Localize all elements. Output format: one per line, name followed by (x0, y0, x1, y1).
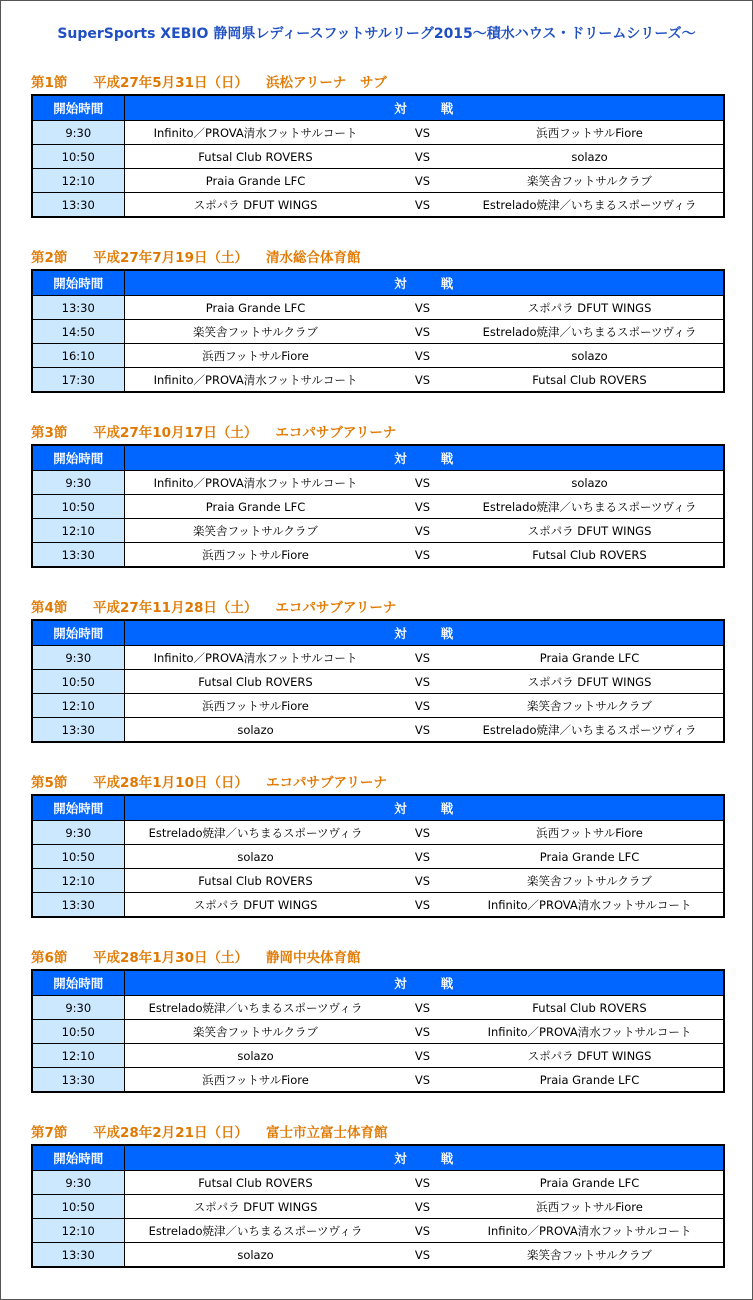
versus-label: VS (414, 547, 431, 562)
round-number: 第5節 (31, 775, 68, 791)
table-row (32, 646, 724, 670)
home-team: Futsal Club ROVERS (198, 873, 313, 888)
table-row (32, 1195, 724, 1219)
header-match (124, 95, 724, 121)
match-cell (124, 495, 724, 519)
kickoff-time: 14:50 (32, 320, 124, 344)
away-team: solazo (571, 475, 608, 490)
versus-label: VS (414, 523, 431, 538)
fixtures-table (31, 1144, 725, 1268)
match-line (125, 296, 724, 319)
away-team: Estrelado焼津／いちまるスポーツヴィラ (482, 324, 697, 339)
kickoff-time: 13:30 (32, 893, 124, 918)
home-team: Praia Grande LFC (205, 300, 306, 315)
home-team: 浜西フットサルFiore (202, 1072, 309, 1087)
table-row (32, 495, 724, 519)
versus-label: VS (414, 1223, 431, 1238)
home-team: solazo (237, 1247, 274, 1262)
away-team: 楽笑舎フットサルクラブ (527, 173, 652, 188)
away-team: 浜西フットサルFiore (536, 825, 643, 840)
match-cell (124, 845, 724, 869)
round-section (31, 949, 723, 1124)
kickoff-time: 10:50 (32, 845, 124, 869)
kickoff-time: 9:30 (32, 121, 124, 145)
match-line (125, 646, 724, 669)
away-team: スポパラ DFUT WINGS (527, 1048, 652, 1063)
away-team: スポパラ DFUT WINGS (527, 674, 652, 689)
versus-label: VS (414, 324, 431, 339)
match-line (125, 670, 724, 693)
round-heading (31, 774, 723, 794)
table-row (32, 1020, 724, 1044)
match-cell (124, 145, 724, 169)
table-row (32, 845, 724, 869)
home-team: Futsal Club ROVERS (198, 674, 313, 689)
header-match-char-2: 戦 (440, 276, 454, 291)
home-team: Estrelado焼津／いちまるスポーツヴィラ (148, 1000, 363, 1015)
header-match-char-2: 戦 (440, 1151, 454, 1166)
kickoff-time: 10:50 (32, 1195, 124, 1219)
away-team: Estrelado焼津／いちまるスポーツヴィラ (482, 197, 697, 212)
table-row (32, 368, 724, 393)
header-match-char-1: 対 (394, 451, 407, 466)
table-row (32, 471, 724, 495)
home-team: Praia Grande LFC (205, 499, 306, 514)
table-row (32, 121, 724, 145)
kickoff-time: 10:50 (32, 145, 124, 169)
home-team: 浜西フットサルFiore (202, 348, 309, 363)
away-team: Infinito／PROVA清水フットサルコート (487, 897, 692, 912)
fixtures-table (31, 619, 725, 743)
versus-label: VS (414, 499, 431, 514)
round-number: 第4節 (31, 600, 68, 616)
round-heading (31, 249, 723, 269)
match-cell (124, 121, 724, 145)
header-match (124, 270, 724, 296)
round-section (31, 1124, 723, 1299)
match-line (125, 471, 724, 494)
match-cell (124, 543, 724, 568)
header-match-char-2: 戦 (440, 626, 454, 641)
match-cell (124, 1171, 724, 1195)
match-cell (124, 519, 724, 543)
round-number: 第2節 (31, 250, 68, 266)
versus-label: VS (414, 897, 431, 912)
match-line (125, 1068, 724, 1091)
away-team: Praia Grande LFC (539, 1072, 640, 1087)
header-match (124, 1145, 724, 1171)
match-cell (124, 1020, 724, 1044)
home-team: スポパラ DFUT WINGS (193, 197, 318, 212)
header-match-char-1: 対 (394, 626, 407, 641)
home-team: Futsal Club ROVERS (198, 1175, 313, 1190)
round-venue: 富士市立富士体育館 (265, 1125, 388, 1141)
round-venue: 清水総合体育館 (265, 250, 361, 266)
round-heading (31, 1124, 723, 1144)
away-team: Estrelado焼津／いちまるスポーツヴィラ (482, 499, 697, 514)
versus-label: VS (414, 173, 431, 188)
versus-label: VS (414, 722, 431, 737)
header-match (124, 620, 724, 646)
round-number: 第7節 (31, 1125, 68, 1141)
kickoff-time: 13:30 (32, 296, 124, 320)
match-cell (124, 670, 724, 694)
round-venue: エコパサブアリーナ (265, 775, 387, 791)
round-date: 平成27年5月31日（日） (93, 75, 248, 91)
kickoff-time: 9:30 (32, 471, 124, 495)
match-line (125, 996, 724, 1019)
round-heading (31, 599, 723, 619)
match-line (125, 1243, 724, 1266)
home-team: 楽笑舎フットサルクラブ (193, 1024, 318, 1039)
match-cell (124, 320, 724, 344)
away-team: Infinito／PROVA清水フットサルコート (487, 1223, 692, 1238)
match-cell (124, 471, 724, 495)
round-number: 第1節 (31, 75, 68, 91)
match-line (125, 145, 724, 168)
match-cell (124, 1068, 724, 1093)
home-team: solazo (237, 849, 274, 864)
round-venue: 浜松アリーナ サブ (265, 75, 387, 91)
fixtures-table (31, 269, 725, 393)
home-team: Infinito／PROVA清水フットサルコート (153, 475, 358, 490)
versus-label: VS (414, 149, 431, 164)
away-team: 浜西フットサルFiore (536, 125, 643, 140)
match-line (125, 320, 724, 343)
fixtures-table (31, 444, 725, 568)
versus-label: VS (414, 1024, 431, 1039)
match-line (125, 1044, 724, 1067)
home-team: solazo (237, 722, 274, 737)
kickoff-time: 12:10 (32, 694, 124, 718)
home-team: Futsal Club ROVERS (198, 149, 313, 164)
match-cell (124, 718, 724, 743)
sections-container (31, 74, 723, 1299)
versus-label: VS (414, 873, 431, 888)
kickoff-time: 9:30 (32, 646, 124, 670)
fixtures-table (31, 94, 725, 218)
kickoff-time: 10:50 (32, 670, 124, 694)
table-row (32, 821, 724, 845)
away-team: Estrelado焼津／いちまるスポーツヴィラ (482, 722, 697, 737)
round-heading (31, 949, 723, 969)
match-cell (124, 996, 724, 1020)
table-row (32, 543, 724, 568)
match-line (125, 845, 724, 868)
home-team: 浜西フットサルFiore (202, 698, 309, 713)
match-line (125, 718, 724, 741)
kickoff-time: 12:10 (32, 1044, 124, 1068)
table-row (32, 519, 724, 543)
versus-label: VS (414, 698, 431, 713)
match-cell (124, 869, 724, 893)
table-row (32, 670, 724, 694)
match-line (125, 893, 724, 916)
versus-label: VS (414, 1072, 431, 1087)
header-match-char-2: 戦 (440, 976, 454, 991)
away-team: Praia Grande LFC (539, 1175, 640, 1190)
table-row (32, 1243, 724, 1268)
table-row (32, 193, 724, 218)
away-team: スポパラ DFUT WINGS (527, 523, 652, 538)
home-team: 楽笑舎フットサルクラブ (193, 324, 318, 339)
table-row (32, 893, 724, 918)
header-match (124, 445, 724, 471)
table-row (32, 1219, 724, 1243)
header-start-time: 開始時間 (32, 620, 124, 646)
kickoff-time: 13:30 (32, 1068, 124, 1093)
table-row (32, 1044, 724, 1068)
round-section (31, 424, 723, 599)
away-team: solazo (571, 149, 608, 164)
table-header-row (32, 445, 724, 471)
header-match (124, 795, 724, 821)
table-header-row (32, 1145, 724, 1171)
match-line (125, 495, 724, 518)
versus-label: VS (414, 1199, 431, 1214)
match-cell (124, 1044, 724, 1068)
round-date: 平成28年1月10日（日） (93, 775, 248, 791)
versus-label: VS (414, 348, 431, 363)
kickoff-time: 12:10 (32, 169, 124, 193)
header-match-char-1: 対 (394, 276, 407, 291)
versus-label: VS (414, 1048, 431, 1063)
round-date: 平成27年7月19日（土） (93, 250, 248, 266)
kickoff-time: 10:50 (32, 495, 124, 519)
header-match-char-1: 対 (394, 976, 407, 991)
round-section (31, 599, 723, 774)
versus-label: VS (414, 197, 431, 212)
round-section (31, 74, 723, 249)
kickoff-time: 9:30 (32, 996, 124, 1020)
home-team: 楽笑舎フットサルクラブ (193, 523, 318, 538)
round-heading (31, 424, 723, 444)
round-venue: エコパサブアリーナ (275, 425, 397, 441)
round-venue: エコパサブアリーナ (275, 600, 397, 616)
away-team: Infinito／PROVA清水フットサルコート (487, 1024, 692, 1039)
home-team: スポパラ DFUT WINGS (193, 1199, 318, 1214)
versus-label: VS (414, 475, 431, 490)
kickoff-time: 13:30 (32, 543, 124, 568)
away-team: Futsal Club ROVERS (532, 372, 647, 387)
header-start-time: 開始時間 (32, 795, 124, 821)
match-line (125, 1171, 724, 1194)
round-heading (31, 74, 723, 94)
round-date: 平成28年1月30日（土） (93, 950, 248, 966)
kickoff-time: 16:10 (32, 344, 124, 368)
kickoff-time: 12:10 (32, 519, 124, 543)
away-team: 浜西フットサルFiore (536, 1199, 643, 1214)
home-team: Estrelado焼津／いちまるスポーツヴィラ (148, 1223, 363, 1238)
fixtures-table (31, 794, 725, 918)
home-team: Infinito／PROVA清水フットサルコート (153, 372, 358, 387)
match-line (125, 821, 724, 844)
home-team: Estrelado焼津／いちまるスポーツヴィラ (148, 825, 363, 840)
away-team: Futsal Club ROVERS (532, 547, 647, 562)
kickoff-time: 13:30 (32, 718, 124, 743)
kickoff-time: 10:50 (32, 1020, 124, 1044)
match-cell (124, 344, 724, 368)
home-team: 浜西フットサルFiore (202, 547, 309, 562)
header-match-char-2: 戦 (440, 451, 454, 466)
round-date: 平成27年10月17日（土） (93, 425, 258, 441)
match-line (125, 368, 724, 391)
kickoff-time: 12:10 (32, 869, 124, 893)
match-cell (124, 821, 724, 845)
table-row (32, 869, 724, 893)
round-section (31, 774, 723, 949)
versus-label: VS (414, 1247, 431, 1262)
versus-label: VS (414, 650, 431, 665)
kickoff-time: 9:30 (32, 821, 124, 845)
match-line (125, 519, 724, 542)
match-line (125, 121, 724, 144)
table-row (32, 169, 724, 193)
home-team: Infinito／PROVA清水フットサルコート (153, 650, 358, 665)
match-cell (124, 893, 724, 918)
home-team: Infinito／PROVA清水フットサルコート (153, 125, 358, 140)
table-row (32, 996, 724, 1020)
table-row (32, 1068, 724, 1093)
versus-label: VS (414, 1000, 431, 1015)
kickoff-time: 13:30 (32, 193, 124, 218)
round-date: 平成28年2月21日（日） (93, 1125, 248, 1141)
round-venue: 静岡中央体育館 (265, 950, 361, 966)
match-cell (124, 694, 724, 718)
header-match-char-2: 戦 (440, 101, 454, 116)
kickoff-time: 12:10 (32, 1219, 124, 1243)
versus-label: VS (414, 1175, 431, 1190)
header-start-time: 開始時間 (32, 970, 124, 996)
round-number: 第6節 (31, 950, 68, 966)
away-team: Praia Grande LFC (539, 650, 640, 665)
kickoff-time: 9:30 (32, 1171, 124, 1195)
away-team: スポパラ DFUT WINGS (527, 300, 652, 315)
away-team: Praia Grande LFC (539, 849, 640, 864)
table-row (32, 296, 724, 320)
table-row (32, 1171, 724, 1195)
header-match-char-1: 対 (394, 801, 407, 816)
match-line (125, 869, 724, 892)
table-header-row (32, 620, 724, 646)
match-line (125, 1020, 724, 1043)
table-row (32, 718, 724, 743)
match-line (125, 694, 724, 717)
match-cell (124, 368, 724, 393)
table-header-row (32, 795, 724, 821)
away-team: 楽笑舎フットサルクラブ (527, 1247, 652, 1262)
versus-label: VS (414, 849, 431, 864)
versus-label: VS (414, 300, 431, 315)
fixtures-table (31, 969, 725, 1093)
match-cell (124, 296, 724, 320)
match-cell (124, 1243, 724, 1268)
header-start-time: 開始時間 (32, 95, 124, 121)
versus-label: VS (414, 825, 431, 840)
match-line (125, 543, 724, 566)
home-team: スポパラ DFUT WINGS (193, 897, 318, 912)
match-cell (124, 1195, 724, 1219)
versus-label: VS (414, 125, 431, 140)
home-team: Praia Grande LFC (205, 173, 306, 188)
kickoff-time: 17:30 (32, 368, 124, 393)
versus-label: VS (414, 372, 431, 387)
header-match (124, 970, 724, 996)
match-line (125, 1195, 724, 1218)
match-cell (124, 646, 724, 670)
match-line (125, 193, 724, 216)
header-match-char-2: 戦 (440, 801, 454, 816)
table-row (32, 344, 724, 368)
header-start-time: 開始時間 (32, 270, 124, 296)
versus-label: VS (414, 674, 431, 689)
header-match-char-1: 対 (394, 1151, 407, 1166)
header-start-time: 開始時間 (32, 445, 124, 471)
round-date: 平成27年11月28日（土） (93, 600, 258, 616)
table-header-row (32, 95, 724, 121)
match-cell (124, 193, 724, 218)
round-section (31, 249, 723, 424)
away-team: Futsal Club ROVERS (532, 1000, 647, 1015)
table-header-row (32, 270, 724, 296)
table-row (32, 145, 724, 169)
table-row (32, 320, 724, 344)
kickoff-time: 13:30 (32, 1243, 124, 1268)
match-line (125, 1219, 724, 1242)
header-match-char-1: 対 (394, 101, 407, 116)
away-team: 楽笑舎フットサルクラブ (527, 698, 652, 713)
away-team: solazo (571, 348, 608, 363)
home-team: solazo (237, 1048, 274, 1063)
page-title: SuperSports XEBIO 静岡県レディースフットサルリーグ2015～積水ハウス・ドリームシリーズ～ (57, 26, 696, 42)
header-start-time: 開始時間 (32, 1145, 124, 1171)
away-team: 楽笑舎フットサルクラブ (527, 873, 652, 888)
table-header-row (32, 970, 724, 996)
match-cell (124, 1219, 724, 1243)
round-number: 第3節 (31, 425, 68, 441)
match-line (125, 169, 724, 192)
match-cell (124, 169, 724, 193)
match-line (125, 344, 724, 367)
table-row (32, 694, 724, 718)
